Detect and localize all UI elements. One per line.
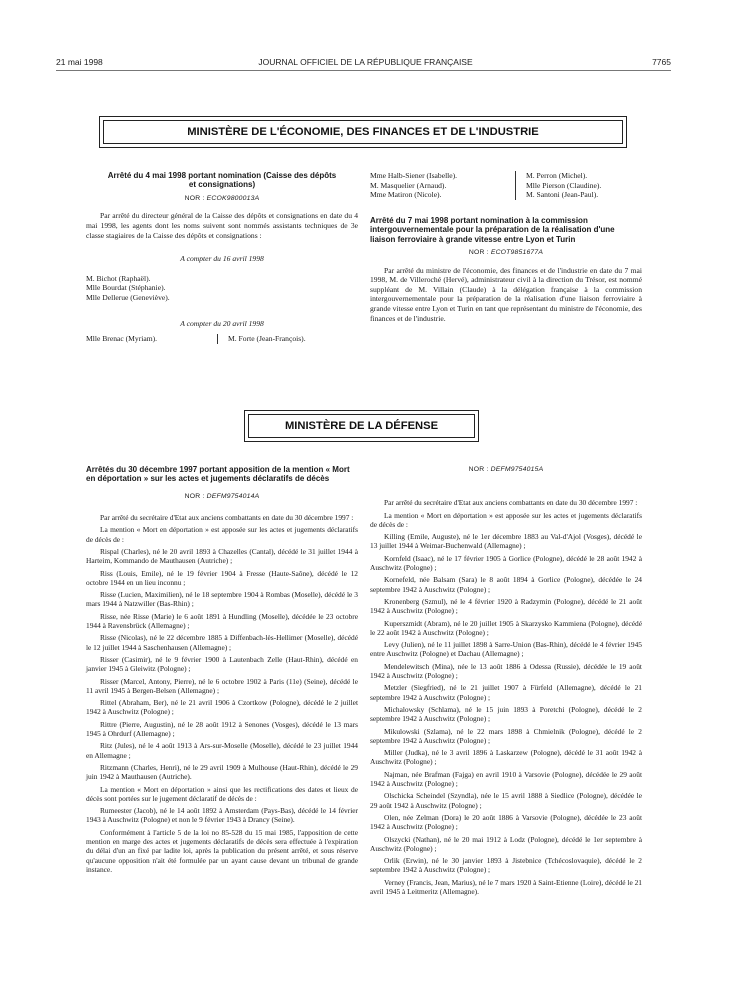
deportation-entry: Killing (Emile, Auguste), né le 1er décembre 1883 au Val-d'Ajol (Vosges), décédé le 13 juillet 1944 à Weimar-Buchenwald (Allemagne) ; xyxy=(370,532,642,551)
intro: La mention « Mort en déportation » est apposée sur les actes et jugements déclaratifs de décès de : xyxy=(370,510,642,529)
deportation-entry: Rispal (Charles), né le 20 avril 1893 à Chazelles (Cantal), décédé le 31 juillet 1944 à Harteim, Kommando de Mauthausen (Autriche) ; xyxy=(86,547,358,566)
ministry-economie-title: MINISTÈRE DE L'ÉCONOMIE, DES FINANCES ET DE L'INDUSTRIE xyxy=(187,126,539,138)
nominee: Mlle Dellerue (Geneviève). xyxy=(86,292,170,302)
nor-label: NOR : xyxy=(468,466,489,473)
ministry-defense-title: MINISTÈRE DE LA DÉFENSE xyxy=(284,420,439,432)
arrete-lyon-turin-title: Arrêté du 7 mai 1998 portant nomination à la commission intergouvernementale pour la préparation de la réalisation d'une liaison ferroviaire à grande vitesse entre Lyon et Turin xyxy=(370,215,615,244)
nominee: Mlle Bourdat (Stéphanie). xyxy=(86,283,166,293)
deportation-entry: Risser (Casimir), né le 9 février 1900 à Lautenbach Zelle (Haut-Rhin), décédé en janvier 1945 à Gleiwitz (Pologne) ; xyxy=(86,654,358,674)
deportation-entry: Riss (Louis, Emile), né le 19 février 1904 à Fresse (Haute-Saône), décédé le 12 octobre 1944 en un lieu inconnu ; xyxy=(86,568,358,587)
deportation-entry: Kronenberg (Szmul), né le 4 février 1920 à Radzymin (Pologne), décédé le 21 août 1942 à Auschwitz (Pologne) ; xyxy=(370,596,642,616)
arrete-caisse-depots xyxy=(86,171,358,344)
arrete-lyon-turin-body: Par arrêté du ministre de l'économie, des finances et de l'industrie en date du 7 mai 1998, M. de Villeroché (Hervé), administrateur civil à la direction du Trésor, est nommé suppléant de M. Villain (Claude) à la délégation française à la commission intergouvernementale pour la préparation de la réalisation d'une liaison ferroviaire à grande vitesse entre Lyon et Turin en tant que représentant du ministre de l'économie, des finances et de l'industrie. xyxy=(370,265,642,323)
nor-line xyxy=(370,248,642,258)
deportation-entry: Kuperszmidt (Abram), né le 20 juillet 1905 à Skarzysko Kammiena (Pologne), décédé le 22 août 1942 à Auschwitz (Pologne) ; xyxy=(370,618,642,637)
deportation-entry: Levy (Julien), né le 11 juillet 1898 à Sarre-Union (Bas-Rhin), décédé le 4 février 1945 entre Auschwitz (Pologne) et Dachau (Allemagne) ; xyxy=(370,640,642,659)
deportation-entry: Najman, née Brafman (Fajga) en avril 1910 à Varsovie (Pologne), décédée le 29 août 1942 à Auschwitz (Pologne) ; xyxy=(370,769,642,789)
nor-line xyxy=(86,492,358,501)
intro: La mention « Mort en déportation » est apposée sur les actes et jugements déclaratifs de décès de : xyxy=(86,525,358,544)
deportation-entry: Kornfeld (Isaac), né le 17 février 1905 à Gorlice (Pologne), décédé le 28 août 1942 à Auschwitz (Pologne) ; xyxy=(370,553,642,573)
nor-line xyxy=(86,194,358,204)
header-page-number: 7765 xyxy=(652,57,671,67)
intro: Par arrêté du secrétaire d'Etat aux anciens combattants en date du 30 décembre 1997 : xyxy=(384,498,638,508)
deportation-entry: Ritzmann (Charles, Henri), né le 29 avril 1909 à Mulhouse (Haut-Rhin), décédé le 29 juin 1942 à Mauthausen (Autriche). xyxy=(86,762,358,782)
deportation-entry: Risser (Marcel, Antony, Pierre), né le 6 octobre 1902 à Paris (11e) (Seine), décédé le 11 avril 1945 à Bergen-Belsen (Allemagne) ; xyxy=(86,676,358,695)
nominee: Mme Matiron (Nicole). xyxy=(370,190,442,200)
deportation-entry: Orlik (Erwin), né le 30 janvier 1893 à Jistebnice (Tchécoslovaquie), décédé le 2 septembre 1942 à Auschwitz (Pologne) ; xyxy=(370,856,642,875)
nor-label: NOR : xyxy=(184,492,205,500)
nominee: Mlle Pierson (Claudine). xyxy=(526,180,602,190)
deportation-entry: Olszycki (Nathan), né le 20 mai 1912 à Lodz (Pologne), décédé le 1er septembre à Auschwitz (Pologne) ; xyxy=(370,834,642,853)
arrete-deportation-title: Arrêtés du 30 décembre 1997 portant apposition de la mention « Mort en déportation » sur les actes et jugements déclaratifs de décès xyxy=(86,465,350,484)
deportation-entry: Rittre (Pierre, Augustin), né le 28 août 1912 à Senones (Vosges), décédé le 13 mars 1945 à Ohrdurf (Allemagne) ; xyxy=(86,719,358,739)
entry-rumeester: Rumeester (Jacob), né le 14 août 1892 à Amsterdam (Pays-Bas), décédé le 14 février 1943 à Auschwitz (Pologne) et non le 9 février 1943 à Drancy (Seine). xyxy=(86,806,358,825)
ministry-economie-box xyxy=(99,116,627,148)
nominee: M. Masquelier (Arnaud). xyxy=(370,180,447,190)
nominee: M. Santoni (Jean-Paul). xyxy=(526,190,599,200)
arrete-caisse-body: Par arrêté du directeur général de la Caisse des dépôts et consignations en date du 4 mai 1998, les agents dont les noms suivent sont nommés assistants techniques de 3e classe stagiaires de la Caisse des dépôts et consignations : xyxy=(86,211,358,240)
nor-code: DEFM9754014A xyxy=(206,492,260,500)
nor-code: ECOK9800013A xyxy=(206,194,260,202)
deportation-entry: Mikulowski (Szlama), né le 22 mars 1898 à Chmielnik (Pologne), décédé le 2 septembre 1942 à Auschwitz (Pologne) ; xyxy=(370,726,642,745)
nor-label: NOR : xyxy=(468,249,489,256)
deportation-entry: Michalowsky (Schlama), né le 15 juin 1893 à Poretchi (Pologne), décédé le 2 septembre 1942 à Auschwitz (Pologne) ; xyxy=(370,704,642,724)
deportation-entry: Olen, née Zelman (Dora) le 20 août 1886 à Varsovie (Pologne), décédée le 23 août 1942 à Auschwitz (Pologne) ; xyxy=(370,812,642,832)
nominee-list-continued xyxy=(370,171,642,326)
effective-date: A compter du 16 avril 1998 xyxy=(180,254,264,264)
deportation-entry: Metzler (Siegfried), né le 21 juillet 1907 à Fürfeld (Allemagne), décédé le 21 septembre 1942 à Auschwitz (Pologne) ; xyxy=(370,683,642,702)
arrete-caisse-title: Arrêté du 4 mai 1998 portant nomination (Caisse des dépôts et consignations) xyxy=(107,171,337,190)
deportation-entry: Ritz (Jules), né le 4 août 1913 à Ars-sur-Moselle (Moselle), décédé le 23 juillet 1944 en Allemagne ; xyxy=(86,741,358,760)
nor-code: DEFM9754015A xyxy=(490,466,544,473)
deportation-entry: Miller (Judka), né le 3 avril 1896 à Laskarzew (Pologne), décédé le 31 août 1942 à Auschwitz (Pologne) ; xyxy=(370,748,642,767)
deportation-entry: Olschicka Scheindel (Szyndla), née le 15 avril 1888 à Siedlice (Pologne), décédée le 29 août 1942 à Auschwitz (Pologne) ; xyxy=(370,791,642,810)
header-date: 21 mai 1998 xyxy=(56,57,103,67)
nor-code: ECOT9851677A xyxy=(490,249,544,256)
deportation-entry: Mendelewitsch (Mina), née le 13 août 1886 à Odessa (Russie), décédée le 19 août 1942 à Auschwitz (Pologne) ; xyxy=(370,661,642,681)
arrete-mort-deportation-2 xyxy=(370,465,642,899)
effective-date: A compter du 20 avril 1998 xyxy=(180,318,264,328)
nominee: M. Perron (Michel). xyxy=(526,171,588,180)
deportation-entry: Risse (Nicolas), né le 22 décembre 1885 à Diffenbach-lès-Hellimer (Moselle), décédé le 12 juillet 1944 à Saschenhausen (Allemagne) ; xyxy=(86,633,358,652)
rectification-paragraph: La mention « Mort en déportation » ainsi que les rectifications des dates et lieux de décès sont portées sur le jugement déclaratif de décès de : xyxy=(86,784,358,803)
nor-label: NOR : xyxy=(184,194,205,202)
header-rule xyxy=(56,70,671,71)
header-journal-title: JOURNAL OFFICIEL DE LA RÉPUBLIQUE FRANÇAISE xyxy=(258,57,473,67)
deportation-entry: Rittel (Abraham, Ber), né le 21 avril 1906 à Czortkow (Pologne), décédé le 2 juillet 1942 à Auschwitz (Pologne) ; xyxy=(86,698,358,717)
arrete-mort-deportation-1 xyxy=(86,465,358,877)
nominee: M. Bichot (Raphaël). xyxy=(86,273,151,283)
nominee: M. Forte (Jean-François). xyxy=(217,334,358,344)
nominee: Mme Halb-Siener (Isabelle). xyxy=(370,171,458,180)
deportation-entry: Verney (Francis, Jean, Marius), né le 7 mars 1920 à Saint-Etienne (Loire), décédé le 21 avril 1945 à Leitmeritz (Allemagne). xyxy=(370,877,642,896)
ministry-defense-box xyxy=(244,410,479,442)
nominee: Mlle Brenac (Myriam). xyxy=(86,334,158,344)
deportation-entry: Risse (Lucien, Maximilien), né le 18 septembre 1904 à Rombas (Moselle), décédé le 3 mars 1944 à Natzwiller (Bas-Rhin) ; xyxy=(86,590,358,609)
deportation-entry: Risse, née Risse (Marie) le 6 août 1891 à Hundling (Moselle), décédée le 23 octobre 1944 à Ravensbrück (Allemagne) ; xyxy=(86,611,358,631)
intro: Par arrêté du secrétaire d'Etat aux anciens combattants en date du 30 décembre 1997 : xyxy=(100,513,354,523)
closing-paragraph: Conformément à l'article 5 de la loi no 85-528 du 15 mai 1985, l'apposition de cette mention en marge des actes et jugements déclaratifs de décès sera effectuée à l'expiration du délai d'un an fixé par ladite loi, après la publication du présent arrêté, et sous réserve qu'aucune opposition n'ait été formulée par un ayant cause devant un tribunal de grande instance. xyxy=(86,827,358,874)
nor-line xyxy=(370,465,642,474)
deportation-entry: Kornefeld, née Balsam (Sara) le 8 août 1894 à Gorlice (Pologne), décédée le 24 septembre 1942 à Auschwitz (Pologne) ; xyxy=(370,575,642,594)
